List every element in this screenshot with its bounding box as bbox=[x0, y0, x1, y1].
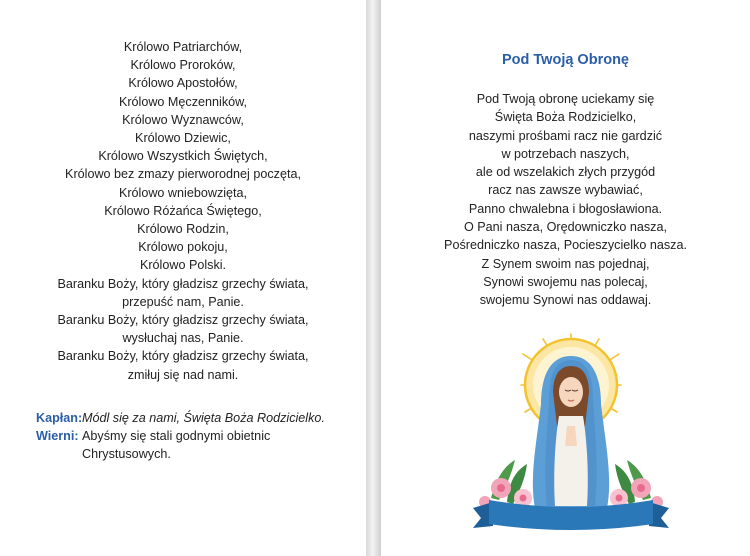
litany-line: Królowo Różańca Świętego, bbox=[104, 203, 262, 218]
face bbox=[559, 377, 583, 407]
litany-line: Królowo bez zmazy pierworodnej poczęta, bbox=[65, 167, 301, 182]
left-page bbox=[0, 0, 366, 556]
litany-line: Królowo Wyznawców, bbox=[122, 112, 244, 127]
prayer-line: naszymi prośbami racz nie gardzić bbox=[468, 128, 663, 143]
priest-text: Módl się za nami, Święta Boża Rodzicielko. bbox=[82, 411, 325, 425]
faithful-text-continued: Chrystusowych. bbox=[82, 447, 171, 462]
litany-line: Królowo pokoju, bbox=[138, 240, 228, 255]
prayer-line: ale od wszelakich złych przygód bbox=[475, 165, 656, 180]
litany-line: Królowo Apostołów, bbox=[128, 76, 238, 91]
litany-line: Królowo Rodzin, bbox=[137, 222, 229, 237]
litany-line: Królowo Męczenników, bbox=[118, 94, 248, 109]
litany-line: Królowo Proroków, bbox=[130, 58, 236, 73]
prayer-line: swojemu Synowi nas oddawaj. bbox=[479, 293, 652, 308]
priest-line bbox=[36, 409, 325, 427]
prayer-line: w potrzebach naszych, bbox=[501, 146, 630, 161]
faithful-text: Abyśmy się stali godnymi obietnic bbox=[82, 429, 271, 444]
prayer-line: Pośredniczko nasza, Pocieszycielko nasza. bbox=[444, 238, 687, 253]
flowers-left bbox=[479, 460, 532, 508]
prayer-line: Panno chwalebna i błogosławiona. bbox=[468, 201, 663, 216]
prayer-line: Pod Twoją obronę uciekamy się bbox=[476, 92, 655, 106]
prayer-line: Synowi swojemu nas polecaj, bbox=[483, 274, 648, 289]
praying-hands bbox=[565, 426, 577, 446]
prayer-line: racz nas zawsze wybawiać, bbox=[488, 183, 643, 198]
litany-line: Baranku Boży, który gładzisz grzechy świata, bbox=[57, 276, 309, 291]
litany-line: Królowo Polski. bbox=[139, 258, 227, 273]
prayer-line: Święta Boża Rodzicielko, bbox=[494, 110, 637, 125]
faithful-line-continued bbox=[36, 445, 325, 463]
virgin-mary-illustration bbox=[471, 330, 671, 532]
litany-line: przepuść nam, Panie. bbox=[122, 294, 244, 309]
litany-line: zmiłuj się nad nami. bbox=[127, 367, 239, 382]
book-gutter bbox=[366, 0, 381, 556]
litany-text bbox=[0, 38, 366, 384]
litany-line: wysłuchaj nas, Panie. bbox=[122, 331, 244, 346]
prayer-line: O Pani nasza, Orędowniczko nasza, bbox=[463, 220, 667, 235]
prayer-line: Z Synem swoim nas pojednaj, bbox=[481, 256, 650, 271]
faithful-label: Wierni: bbox=[36, 429, 79, 444]
priest-label: Kapłan: bbox=[36, 411, 83, 425]
prayer-title: Pod Twoją Obronę bbox=[501, 52, 629, 68]
prayer-text bbox=[381, 90, 750, 310]
responsory bbox=[36, 409, 325, 464]
litany-line: Baranku Boży, który gładzisz grzechy świata, bbox=[57, 313, 309, 328]
litany-line: Królowo Dziewic, bbox=[135, 131, 231, 146]
flowers-right bbox=[610, 460, 663, 508]
litany-line: Królowo wniebowzięta, bbox=[118, 185, 248, 200]
litany-line: Królowo Wszystkich Świętych, bbox=[98, 149, 268, 164]
litany-line: Królowo Patriarchów, bbox=[123, 40, 243, 54]
faithful-line bbox=[36, 427, 325, 445]
litany-line: Baranku Boży, który gładzisz grzechy świata, bbox=[57, 349, 309, 364]
